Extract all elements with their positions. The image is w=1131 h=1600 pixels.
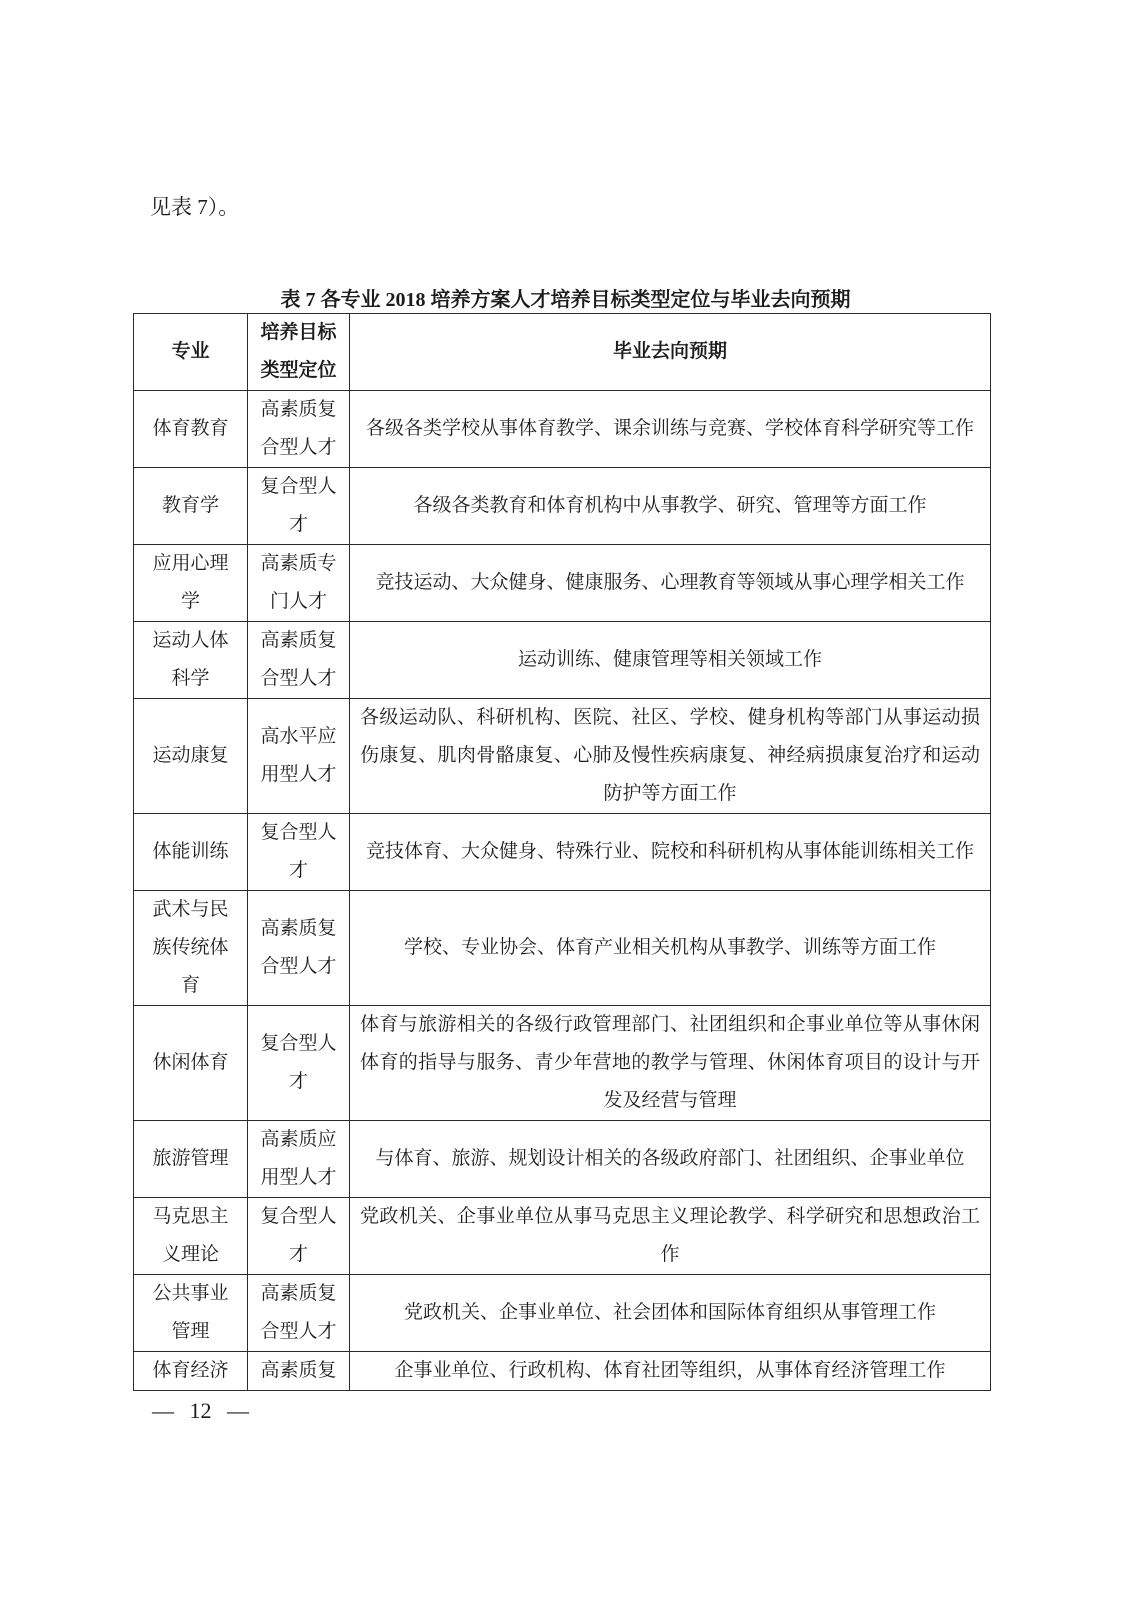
table-row	[134, 545, 991, 622]
cell-target: 高素质复合型人才	[248, 891, 350, 1006]
cell-destination: 学校、专业协会、体育产业相关机构从事教学、训练等方面工作	[350, 891, 991, 1006]
cell-destination: 各级各类教育和体育机构中从事教学、研究、管理等方面工作	[350, 468, 991, 545]
table-row-truncated	[134, 1352, 991, 1391]
cell-target: 高素质复	[248, 1352, 350, 1391]
table-row	[134, 1275, 991, 1352]
table-row	[134, 1121, 991, 1198]
cell-target: 复合型人才	[248, 814, 350, 891]
cell-major: 体育经济	[134, 1352, 248, 1391]
cell-major: 武术与民族传统体育	[134, 891, 248, 1006]
cell-target: 复合型人才	[248, 468, 350, 545]
majors-table	[133, 313, 991, 1391]
cell-major: 马克思主义理论	[134, 1198, 248, 1275]
cell-destination: 企事业单位、行政机构、体育社团等组织，从事体育经济管理工作	[350, 1352, 991, 1391]
cell-target: 高水平应用型人才	[248, 699, 350, 814]
cell-major: 应用心理学	[134, 545, 248, 622]
intro-text: 见表 7）。	[150, 195, 240, 219]
cell-destination: 竞技体育、大众健身、特殊行业、院校和科研机构从事体能训练相关工作	[350, 814, 991, 891]
cell-target: 高素质复合型人才	[248, 1275, 350, 1352]
cell-major: 教育学	[134, 468, 248, 545]
cell-major: 运动人体科学	[134, 622, 248, 699]
cell-destination: 各级各类学校从事体育教学、课余训练与竞赛、学校体育科学研究等工作	[350, 391, 991, 468]
table-row	[134, 391, 991, 468]
cell-destination: 与体育、旅游、规划设计相关的各级政府部门、社团组织、企事业单位	[350, 1121, 991, 1198]
table-row	[134, 814, 991, 891]
cell-major: 公共事业管理	[134, 1275, 248, 1352]
page-number: — 12 —	[152, 1398, 249, 1423]
cell-destination: 运动训练、健康管理等相关领域工作	[350, 622, 991, 699]
cell-target: 复合型人才	[248, 1006, 350, 1121]
header-target: 培养目标类型定位	[248, 314, 350, 391]
table-row	[134, 891, 991, 1006]
cell-target: 高素质复合型人才	[248, 391, 350, 468]
cell-major: 旅游管理	[134, 1121, 248, 1198]
cell-target: 高素质专门人才	[248, 545, 350, 622]
header-major: 专业	[134, 314, 248, 391]
cell-target: 高素质复合型人才	[248, 622, 350, 699]
cell-destination: 党政机关、企事业单位、社会团体和国际体育组织从事管理工作	[350, 1275, 991, 1352]
table-row	[134, 622, 991, 699]
cell-major: 体能训练	[134, 814, 248, 891]
table-row	[134, 1198, 991, 1275]
table-row	[134, 699, 991, 814]
cell-major: 体育教育	[134, 391, 248, 468]
cell-destination: 各级运动队、科研机构、医院、社区、学校、健身机构等部门从事运动损伤康复、肌肉骨骼康复、心肺及慢性疾病康复、神经病损康复治疗和运动防护等方面工作	[350, 699, 991, 814]
cell-major: 休闲体育	[134, 1006, 248, 1121]
cell-major: 运动康复	[134, 699, 248, 814]
cell-target: 高素质应用型人才	[248, 1121, 350, 1198]
table-header-row	[134, 314, 991, 391]
table-row	[134, 468, 991, 545]
cell-destination: 竞技运动、大众健身、健康服务、心理教育等领域从事心理学相关工作	[350, 545, 991, 622]
cell-destination: 体育与旅游相关的各级行政管理部门、社团组织和企事业单位等从事休闲体育的指导与服务、青少年营地的教学与管理、休闲体育项目的设计与开发及经营与管理	[350, 1006, 991, 1121]
header-destination: 毕业去向预期	[350, 314, 991, 391]
cell-target: 复合型人才	[248, 1198, 350, 1275]
table-row	[134, 1006, 991, 1121]
cell-destination: 党政机关、企事业单位从事马克思主义理论教学、科学研究和思想政治工作	[350, 1198, 991, 1275]
table-title: 表 7 各专业 2018 培养方案人才培养目标类型定位与毕业去向预期	[280, 289, 851, 311]
